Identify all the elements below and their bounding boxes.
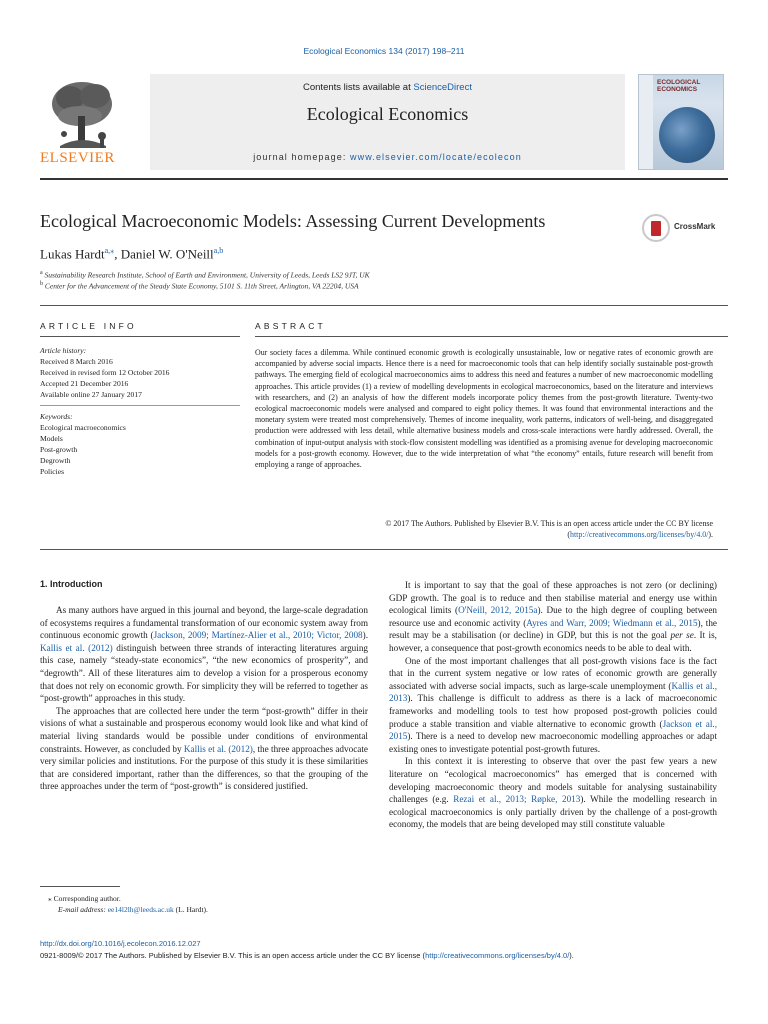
citation-link[interactable]: Jackson, 2009; Martínez-Alier et al., 2010; Victor, 2008 — [153, 630, 363, 641]
affiliation-marker: b — [40, 281, 43, 287]
citation-link[interactable]: Kallis et al., 2013 — [389, 680, 717, 704]
journal-header — [150, 74, 625, 170]
elsevier-wordmark — [40, 150, 130, 167]
keywords — [40, 411, 240, 477]
issn-line — [40, 951, 730, 960]
crossmark-icon — [642, 214, 670, 242]
keyword: Post-growth — [40, 445, 78, 454]
elsevier-logo-text: ELSEVIER — [40, 150, 115, 166]
section-heading: 1. Introduction — [40, 579, 103, 589]
footnote-rule — [40, 886, 120, 887]
author-affiliation-marker[interactable]: a,b — [213, 246, 224, 255]
paragraph: The approaches that are collected here under the term “post-growth” differ in their visions of what a sustainable and prosperous economy would look like and what kind of material living standards would be possible under conditions of environmental constraints. However, as concluded by Kallis et al. (2012), the three approaches advocate very similar policies and institutions. For the purpose of this study it is these similarities that are considered important, rather than the differences, so that the grouping of the three approaches under the term of “post-growth” is considered justified. — [40, 705, 369, 792]
divider — [40, 336, 240, 337]
email-suffix: (L. Hardt). — [173, 905, 208, 914]
copyright-line: © 2017 The Authors. Published by Elsevier B.V. This is an open access article under the CC BY license — [385, 519, 713, 528]
cover-globe — [659, 107, 715, 163]
author-affiliation-marker[interactable]: a,⁎ — [104, 246, 115, 255]
article-title: Ecological Macroeconomic Models: Assessing Current Developments — [40, 211, 546, 231]
footnote — [40, 893, 360, 915]
keyword: Ecological macroeconomics — [40, 423, 126, 432]
abstract-copyright: © 2017 The Authors. Published by Elsevier B.V. This is an open access article under the CC BY license (http://creativecommons.org/licenses/by/4.0/). — [255, 518, 713, 540]
affiliation-a — [40, 270, 370, 280]
cover-strip — [639, 75, 653, 169]
citation-link[interactable]: Ayres and Warr, 2009; Wiedmann et al., 2015 — [526, 617, 698, 628]
citation-link[interactable]: Rezai et al., 2013; Røpke, 2013 — [453, 794, 581, 805]
homepage-prefix: journal homepage: — [253, 152, 351, 162]
history-item: Received 8 March 2016 — [40, 357, 113, 366]
history-label: Article history: — [40, 346, 87, 355]
keywords-label: Keywords: — [40, 412, 73, 421]
affiliation-marker: a — [40, 270, 43, 276]
issn-text: 0921-8009/© 2017 The Authors. Published by Elsevier B.V. This is an open access article under the CC BY license ( — [40, 951, 426, 960]
author-name[interactable]: Lukas Hardt — [40, 246, 105, 262]
article-info-heading: ARTICLE INFO — [40, 321, 137, 331]
journal-name[interactable]: Ecological Economics — [306, 104, 469, 124]
emphasis-text: per se — [670, 630, 694, 641]
contents-line — [150, 82, 625, 93]
keyword: Policies — [40, 467, 65, 476]
cover-title: ECOLOGICAL ECONOMICS — [657, 79, 701, 93]
citation-link[interactable]: Kallis et al. (2012) — [183, 743, 253, 754]
contents-prefix: Contents lists available at — [303, 82, 414, 93]
paragraph: In this context it is interesting to observe that over the past few years a new literature on “ecological macroeconomics” has emerged that is concerned with developing macroeconomic theory and models suitable for analysing sustainability challenges (e.g. Rezai et al., 2013; Røpke, 2013). While the modelling research in ecological macroeconomics is only partially driven by the challenge of a post-growth economy, the models that are being developed may still constitute valuable — [389, 756, 717, 830]
history-item: Available online 27 January 2017 — [40, 390, 142, 399]
divider — [40, 405, 240, 406]
divider — [40, 549, 728, 550]
doi-link[interactable]: http://dx.doi.org/10.1016/j.ecolecon.2016.12.027 — [40, 939, 201, 948]
history-item: Received in revised form 12 October 2016 — [40, 368, 170, 377]
author-name[interactable]: Daniel W. O'Neill — [120, 246, 214, 262]
footnote-corresponding: ⁎ Corresponding author. — [48, 894, 121, 903]
divider — [255, 336, 728, 337]
citation-link[interactable]: O'Neill, 2012, 2015a — [458, 605, 538, 616]
email-link[interactable]: ee14l2lh@leeds.ac.uk — [107, 905, 174, 914]
abstract-heading: ABSTRACT — [255, 321, 326, 331]
divider — [40, 305, 728, 306]
header-rule — [40, 178, 728, 180]
author-list — [40, 246, 223, 262]
affiliation-b — [40, 281, 359, 291]
abstract-text: Our society faces a dilemma. While continued economic growth is ecologically unsustainable, low or negative rates of economic growth are accompanied by adverse social impacts. Hence there is a need for macroeconomic tools that can help identify socially sustainable post-growth pathways. The emerging field of ecological macroeconomics aims to address this need and features a number of new macroeconomic modelling approaches. This article provides (1) a review of modelling developments in ecological macroeconomics, based on the literature and interviews with researchers, and (2) an analysis of how the different models incorporate policy themes from the post-growth literature. Twenty-two ecological macroeconomic models were analysed and compared to eight policy themes. It was found that environmental interactions and the monetary system were treated most comprehensively. Themes of income inequality, work patterns, indicators of well-being, and disaggregated production were addressed with less detail, while alternative business models and cross-scale interactions were hardly addressed. Overall, the combination of input-output analysis with stock-flow consistent modelling was identified as a promising avenue for developing macroeconomic models for a post-growth economy. However, due to the wide interpretation of what “the economy” entails, future research will benefit from employing a range of approaches. — [255, 348, 713, 470]
journal-reference[interactable]: Ecological Economics 134 (2017) 198–211 — [303, 46, 465, 56]
license-link[interactable]: http://creativecommons.org/licenses/by/4.0/ — [570, 530, 709, 540]
keyword: Models — [40, 434, 63, 443]
citation-link[interactable]: Kallis et al. (2012) — [40, 642, 113, 653]
crossmark-label: CrossMark — [674, 222, 716, 231]
keyword: Degrowth — [40, 456, 71, 465]
author-separator: , — [114, 246, 121, 262]
paragraph: It is important to say that the goal of these approaches is not zero (or declining) GDP growth. The goal is to reduce and then stabilise material and energy use within ecological limits (O'Neill, 2012, 2015a). Due to the high degree of coupling between resource use and economic activity (Ayres and Warr, 2009; Wiedmann et al., 2015), the result may be a stabilisation (or decline) in GDP, but this is not the goal per se. It is, however, a consequence that post-growth economics needs to be able to deal with. — [389, 580, 717, 653]
homepage-line — [150, 152, 625, 162]
crossmark-button[interactable] — [642, 214, 732, 244]
body-column-right — [389, 579, 717, 831]
email-label: E-mail address: — [58, 905, 108, 914]
journal-cover-image[interactable] — [638, 74, 724, 170]
citation-link[interactable]: Jackson et al., 2015 — [389, 718, 717, 742]
paragraph: As many authors have argued in this journal and beyond, the large-scale degradation of ecosystems requires a fundamental transformation of our economic system away from continuous economic growth (Jackson, 2009; Martínez-Alier et al., 2010; Victor, 2008). Kallis et al. (2012) distinguish between three strands of interacting literatures arguing this case, namely “steady-state economics”, “the new economics of prosperity”, and “degrowth”. All of these literatures aim to develop a vision for a prosperous economy that does not rely on economic growth. For simplicity they will be referred to together as “post-growth” approaches in this study. — [40, 605, 369, 704]
affiliation-text: Center for the Advancement of the Steady State Economy, 5101 S. 11th Street, Arlington, VA 22204, USA — [44, 281, 359, 291]
history-item: Accepted 21 December 2016 — [40, 379, 129, 388]
issn-suffix: ). — [569, 951, 574, 960]
article-history — [40, 345, 240, 400]
homepage-link[interactable]: www.elsevier.com/locate/ecolecon — [350, 152, 522, 162]
license-link[interactable]: http://creativecommons.org/licenses/by/4.0/ — [425, 951, 570, 960]
body-column-left — [40, 604, 368, 793]
paragraph: One of the most important challenges that all post-growth visions face is the fact that in the current system negative or low rates of economic growth are generally associated with adverse social impacts, such as large-scale unemployment (Kallis et al., 2013). This challenge is difficult to address as there is a lack of macroeconomic frameworks and modelling tools to test how proposed post-growth policies could produce a stable transition and viable alternative to economic growth (Jackson et al., 2015). There is a need to develop new macroeconomic modelling approaches or adapt existing ones to investigate potential post-growth futures. — [389, 655, 717, 754]
affiliation-text: Sustainability Research Institute, School of Earth and Environment, University of Leeds, Leeds LS2 9JT, UK — [44, 270, 370, 280]
sciencedirect-link[interactable]: ScienceDirect — [413, 82, 472, 93]
